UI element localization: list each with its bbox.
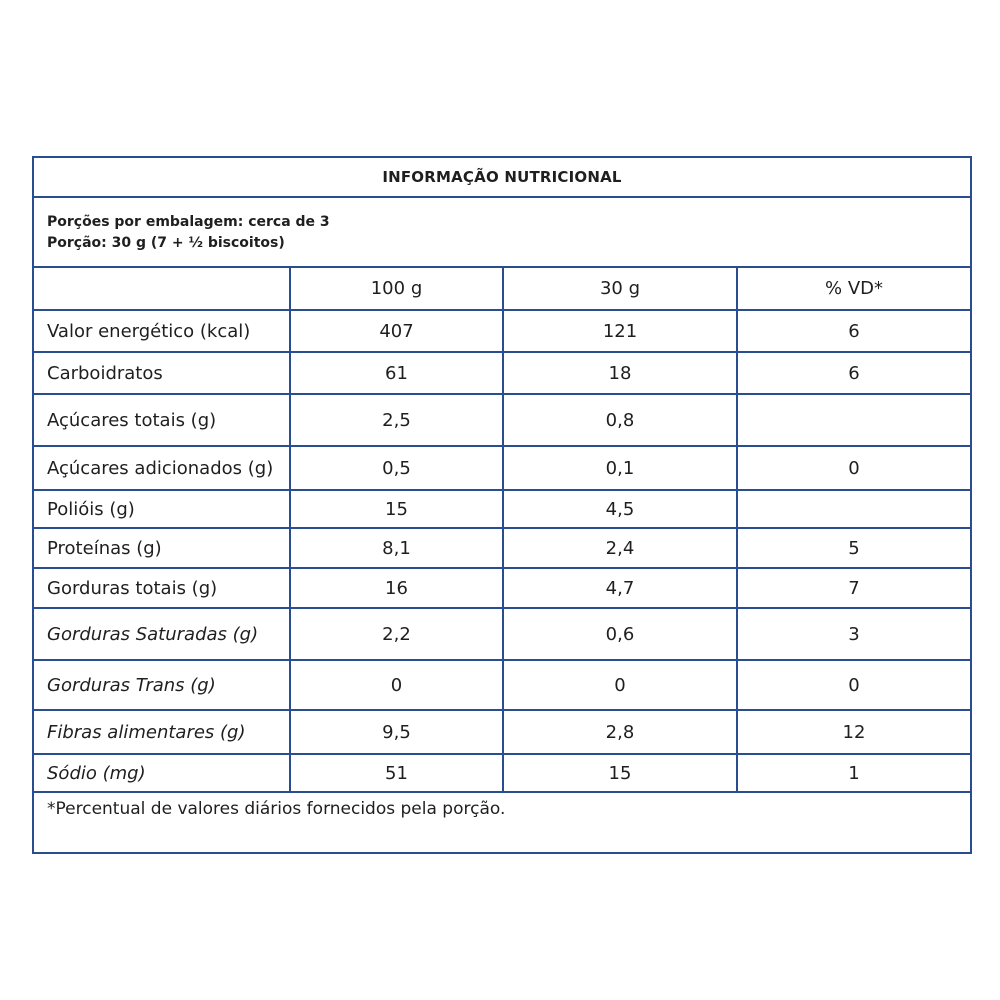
header-cell-label — [34, 268, 290, 310]
value-100g: 2,5 — [290, 394, 503, 446]
value-vd: 6 — [737, 310, 970, 352]
table-row — [34, 710, 970, 754]
footnote: *Percentual de valores diários fornecidos pela porção. — [47, 799, 506, 819]
serving-size: Porção: 30 g (7 + ½ biscoitos) — [47, 235, 285, 251]
serving-info — [34, 198, 970, 268]
table-row — [34, 754, 970, 792]
table-row — [34, 394, 970, 446]
table-row — [34, 608, 970, 660]
nutrient-name: Gorduras Trans (g) — [34, 660, 290, 710]
value-30g: 2,4 — [503, 528, 737, 568]
value-vd: 1 — [737, 754, 970, 792]
value-vd: 3 — [737, 608, 970, 660]
table-row — [34, 352, 970, 394]
nutrition-table — [34, 268, 970, 793]
nutrient-name: Carboidratos — [34, 352, 290, 394]
nutrition-facts-panel — [32, 156, 972, 854]
value-100g: 0 — [290, 660, 503, 710]
nutrient-name: Gorduras totais (g) — [34, 568, 290, 608]
value-30g: 121 — [503, 310, 737, 352]
value-vd — [737, 394, 970, 446]
header-cell-100g: 100 g — [290, 268, 503, 310]
nutrient-name: Polióis (g) — [34, 490, 290, 528]
value-vd — [737, 490, 970, 528]
value-vd: 0 — [737, 446, 970, 490]
value-30g: 0,6 — [503, 608, 737, 660]
value-vd: 12 — [737, 710, 970, 754]
value-100g: 15 — [290, 490, 503, 528]
value-30g: 0,1 — [503, 446, 737, 490]
value-30g: 2,8 — [503, 710, 737, 754]
value-vd: 0 — [737, 660, 970, 710]
value-vd: 7 — [737, 568, 970, 608]
value-100g: 9,5 — [290, 710, 503, 754]
nutrient-name: Fibras alimentares (g) — [34, 710, 290, 754]
value-30g: 0,8 — [503, 394, 737, 446]
nutrient-name: Açúcares totais (g) — [34, 394, 290, 446]
nutrient-name: Sódio (mg) — [34, 754, 290, 792]
value-100g: 51 — [290, 754, 503, 792]
table-row — [34, 310, 970, 352]
value-100g: 8,1 — [290, 528, 503, 568]
value-30g: 0 — [503, 660, 737, 710]
value-100g: 2,2 — [290, 608, 503, 660]
value-vd: 6 — [737, 352, 970, 394]
nutrient-name: Açúcares adicionados (g) — [34, 446, 290, 490]
header-cell-vd: % VD* — [737, 268, 970, 310]
table-row — [34, 446, 970, 490]
value-30g: 15 — [503, 754, 737, 792]
value-vd: 5 — [737, 528, 970, 568]
value-100g: 0,5 — [290, 446, 503, 490]
value-100g: 16 — [290, 568, 503, 608]
table-row — [34, 490, 970, 528]
header-cell-30g: 30 g — [503, 268, 737, 310]
value-100g: 61 — [290, 352, 503, 394]
nutrient-name: Valor energético (kcal) — [34, 310, 290, 352]
value-30g: 18 — [503, 352, 737, 394]
header-row — [34, 268, 970, 310]
value-30g: 4,5 — [503, 490, 737, 528]
nutrient-name: Proteínas (g) — [34, 528, 290, 568]
servings-per-package: Porções por embalagem: cerca de 3 — [47, 214, 330, 230]
table-row — [34, 660, 970, 710]
table-row — [34, 568, 970, 608]
value-30g: 4,7 — [503, 568, 737, 608]
value-100g: 407 — [290, 310, 503, 352]
nutrient-name: Gorduras Saturadas (g) — [34, 608, 290, 660]
nutrition-title: INFORMAÇÃO NUTRICIONAL — [34, 158, 970, 198]
table-row — [34, 528, 970, 568]
